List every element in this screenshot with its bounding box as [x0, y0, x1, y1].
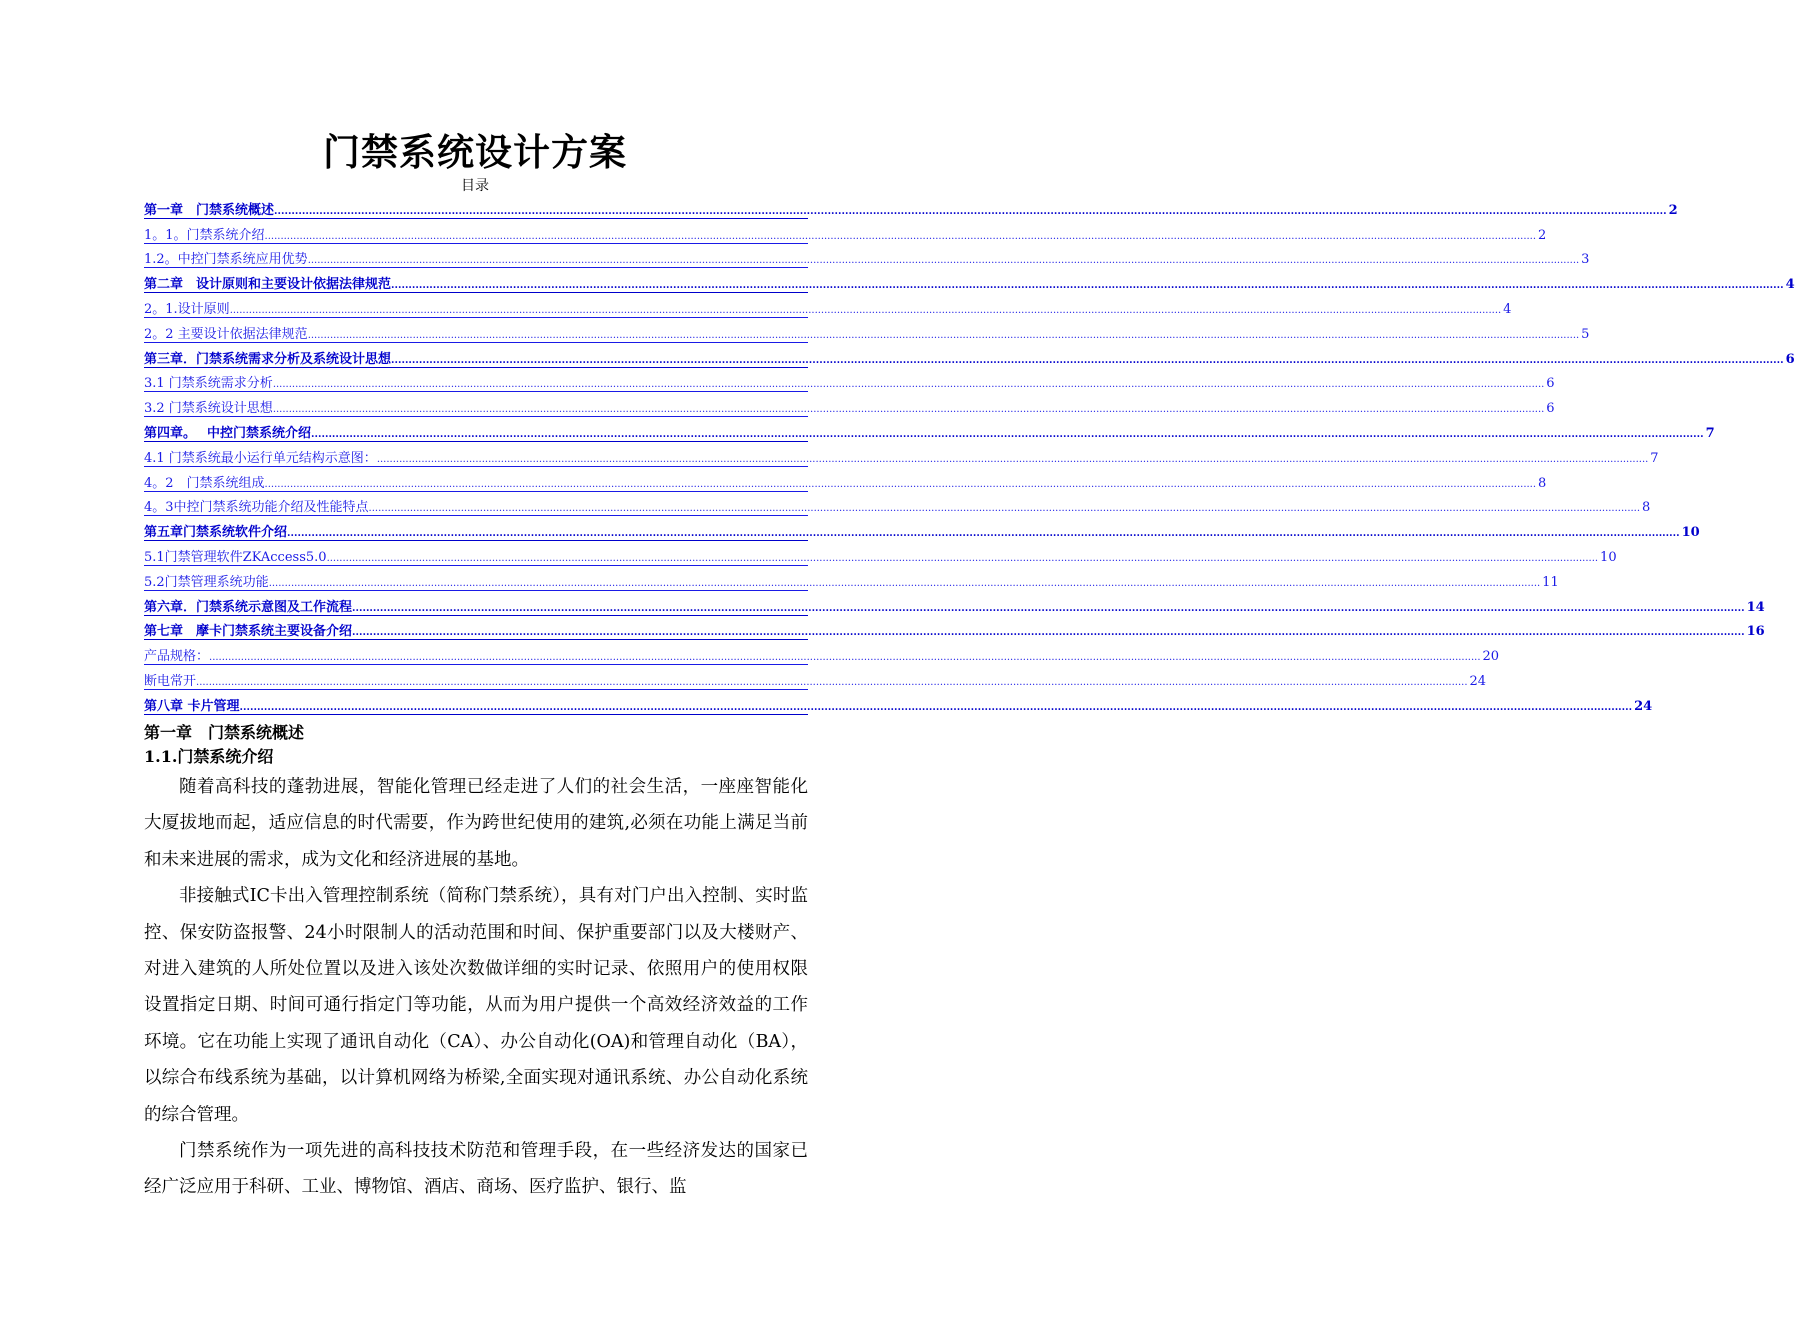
toc-entry-label: 5.2门禁管理系统功能	[144, 574, 269, 590]
toc-entry[interactable]	[144, 644, 1500, 669]
body-text	[144, 769, 808, 1206]
toc-link[interactable]	[144, 450, 1659, 467]
toc-leader-dots: ................................................................................................................................................................................................................................................................................................................................................................................................................	[229, 304, 1502, 316]
toc-entry-label: 第二章 设计原则和主要设计依据法律规范	[144, 277, 392, 293]
toc-leader-dots: ................................................................................................................................................................................................................................................................................................................................................................................................................	[287, 528, 1680, 540]
toc-link[interactable]	[144, 252, 1590, 268]
toc-page-number: 2	[1668, 202, 1678, 218]
toc-link[interactable]	[144, 376, 1555, 392]
toc-leader-dots: ................................................................................................................................................................................................................................................................................................................................................................................................................	[196, 676, 1468, 688]
toc-link[interactable]	[144, 202, 1678, 219]
toc-entry[interactable]	[144, 620, 1765, 645]
toc-link[interactable]	[144, 624, 1765, 640]
toc-entry-label: 3.2 门禁系统设计思想	[144, 401, 273, 417]
toc-leader-dots: ................................................................................................................................................................................................................................................................................................................................................................................................................	[264, 230, 1537, 242]
toc-link[interactable]	[144, 673, 1487, 690]
toc-entry-label: 5.1门禁管理软件ZKAccess5.0	[144, 549, 327, 565]
toc-page-number: 4	[1785, 277, 1795, 293]
toc-link[interactable]	[144, 351, 1795, 368]
toc-link[interactable]	[144, 574, 1559, 591]
toc-entry[interactable]	[144, 570, 1559, 595]
toc-link[interactable]	[144, 500, 1651, 516]
toc-entry[interactable]	[144, 595, 1765, 620]
toc-link[interactable]	[144, 301, 1512, 318]
toc-entry-label: 4。3中控门禁系统功能介绍及性能特点	[144, 500, 369, 516]
toc-entry-label: 3.1 门禁系统需求分析	[144, 376, 273, 392]
toc-link[interactable]	[144, 401, 1555, 417]
toc-entry[interactable]	[144, 421, 1715, 446]
toc-entry-label: 4。2 门禁系统组成	[144, 475, 265, 491]
toc-entry[interactable]	[144, 520, 1700, 545]
toc-leader-dots: ................................................................................................................................................................................................................................................................................................................................................................................................................	[311, 428, 1704, 440]
toc-entry-label: 第四章。 中控门禁系统介绍	[144, 425, 312, 441]
toc-entry-label: 第六章．门禁系统示意图及工作流程	[144, 599, 353, 615]
section-heading: 1.1.门禁系统介绍	[144, 747, 274, 766]
toc-entry[interactable]	[144, 396, 1555, 421]
toc-link[interactable]	[144, 475, 1547, 492]
toc-page-number: 4	[1503, 301, 1512, 317]
toc-leader-dots: ................................................................................................................................................................................................................................................................................................................................................................................................................	[376, 453, 1649, 465]
toc-entry[interactable]	[144, 198, 1678, 223]
toc-link[interactable]	[144, 649, 1500, 665]
toc-entry-label: 产品规格：	[144, 649, 210, 665]
toc-entry-label: 4.1 门禁系统最小运行单元结构示意图：	[144, 450, 377, 466]
toc-page-number: 14	[1746, 599, 1765, 615]
toc-link[interactable]	[144, 277, 1795, 293]
toc-entry[interactable]	[144, 545, 1617, 570]
toc-entry-label: 第八章 卡片管理	[144, 698, 240, 714]
toc-page-number: 3	[1581, 252, 1590, 268]
toc-entry-label: 1。1。门禁系统介绍	[144, 227, 265, 243]
toc-leader-dots: ................................................................................................................................................................................................................................................................................................................................................................................................................	[307, 329, 1580, 341]
toc-leader-dots: ................................................................................................................................................................................................................................................................................................................................................................................................................	[391, 280, 1784, 292]
paragraph: 随着高科技的蓬勃进展，智能化管理已经走进了人们的社会生活，一座座智能化大厦拔地而起，适应信息的时代需要，作为跨世纪使用的建筑,必须在功能上满足当前和未来进展的需求，成为文化和经济进展的基地。	[144, 777, 808, 870]
toc-entry[interactable]	[144, 297, 1512, 322]
toc-leader-dots: ................................................................................................................................................................................................................................................................................................................................................................................................................	[352, 627, 1745, 639]
toc-leader-dots: ................................................................................................................................................................................................................................................................................................................................................................................................................	[209, 652, 1481, 664]
toc-page-number: 7	[1705, 425, 1715, 441]
toc-link[interactable]	[144, 425, 1715, 442]
toc-leader-dots: ................................................................................................................................................................................................................................................................................................................................................................................................................	[272, 379, 1545, 391]
toc-page-number: 16	[1746, 624, 1765, 640]
toc-leader-dots: ................................................................................................................................................................................................................................................................................................................................................................................................................	[272, 404, 1545, 416]
toc-entry[interactable]	[144, 694, 1653, 719]
toc-link[interactable]	[144, 525, 1700, 541]
toc-entry[interactable]	[144, 347, 1795, 372]
toc-page-number: 2	[1538, 227, 1547, 243]
toc-entry[interactable]	[144, 496, 1651, 521]
toc-page-number: 20	[1482, 649, 1500, 665]
toc-entry[interactable]	[144, 272, 1795, 297]
toc-entry[interactable]	[144, 223, 1547, 248]
toc-page-number: 8	[1538, 475, 1547, 491]
toc-entry-label: 第七章 摩卡门禁系统主要设备介绍	[144, 624, 353, 640]
toc-entry[interactable]	[144, 322, 1590, 347]
toc-link[interactable]	[144, 326, 1590, 343]
toc-link[interactable]	[144, 227, 1547, 244]
toc-link[interactable]	[144, 549, 1617, 566]
toc-leader-dots: ................................................................................................................................................................................................................................................................................................................................................................................................................	[268, 577, 1541, 589]
toc-leader-dots: ................................................................................................................................................................................................................................................................................................................................................................................................................	[368, 503, 1641, 515]
toc-leader-dots: ................................................................................................................................................................................................................................................................................................................................................................................................................	[307, 255, 1580, 267]
toc-entry[interactable]	[144, 446, 1659, 471]
toc-page-number: 6	[1785, 351, 1795, 367]
toc-page-number: 10	[1681, 525, 1700, 541]
toc-page-number: 7	[1650, 450, 1659, 466]
chapter-heading: 第一章 门禁系统概述	[144, 723, 305, 742]
toc-page-number: 11	[1542, 574, 1559, 590]
toc-entry[interactable]	[144, 248, 1590, 273]
toc-entry-label: 断电常开	[144, 673, 197, 689]
toc-page-number: 24	[1469, 673, 1487, 689]
toc-entry-label: 第五章门禁系统软件介绍	[144, 525, 288, 541]
toc-leader-dots: ................................................................................................................................................................................................................................................................................................................................................................................................................	[239, 701, 1633, 713]
toc-entry[interactable]	[144, 471, 1547, 496]
toc-heading: 目录	[461, 178, 489, 194]
toc-entry-label: 2。1.设计原则	[144, 301, 230, 317]
toc-leader-dots: ................................................................................................................................................................................................................................................................................................................................................................................................................	[326, 552, 1599, 564]
toc-leader-dots: ................................................................................................................................................................................................................................................................................................................................................................................................................	[352, 602, 1745, 614]
toc-leader-dots: ................................................................................................................................................................................................................................................................................................................................................................................................................	[264, 478, 1537, 490]
document-title: 门禁系统设计方案	[323, 130, 627, 174]
toc-leader-dots: ................................................................................................................................................................................................................................................................................................................................................................................................................	[274, 205, 1667, 217]
table-of-contents	[144, 198, 1795, 719]
toc-page-number: 6	[1546, 376, 1555, 392]
toc-entry-label: 第三章．门禁系统需求分析及系统设计思想	[144, 351, 392, 367]
toc-link[interactable]	[144, 599, 1765, 616]
toc-entry-label: 2。2 主要设计依据法律规范	[144, 326, 308, 342]
toc-page-number: 8	[1642, 500, 1651, 516]
toc-page-number: 24	[1634, 698, 1653, 714]
paragraph: 非接触式IC卡出入管理控制系统（简称门禁系统），具有对门户出入控制、实时监控、保安防盗报警、24小时限制人的活动范围和时间、保护重要部门以及大楼财产、对进入建筑的人所处位置以及进入该处次数做详细的实时记录、依照用户的使用权限设置指定日期、时间可通行指定门等功能，从而为用户提供一个高效经济效益的工作环境。它在功能上实现了通讯自动化（CA）、办公自动化(OA)和管理自动化（BA），以综合布线系统为基础，以计算机网络为桥梁,全面实现对通讯系统、办公自动化系统的综合管理。	[144, 886, 808, 1125]
toc-leader-dots: ................................................................................................................................................................................................................................................................................................................................................................................................................	[391, 354, 1784, 366]
toc-entry[interactable]	[144, 669, 1487, 694]
paragraph: 门禁系统作为一项先进的高科技技术防范和管理手段，在一些经济发达的国家已经广泛应用于科研、工业、博物馆、酒店、商场、医疗监护、银行、监	[144, 1141, 808, 1198]
toc-entry-label: 1.2。中控门禁系统应用优势	[144, 252, 308, 268]
toc-entry[interactable]	[144, 372, 1555, 397]
toc-entry-label: 第一章 门禁系统概述	[144, 202, 275, 218]
toc-page-number: 10	[1600, 549, 1617, 565]
toc-page-number: 5	[1581, 326, 1590, 342]
toc-page-number: 6	[1546, 401, 1555, 417]
toc-link[interactable]	[144, 698, 1653, 715]
